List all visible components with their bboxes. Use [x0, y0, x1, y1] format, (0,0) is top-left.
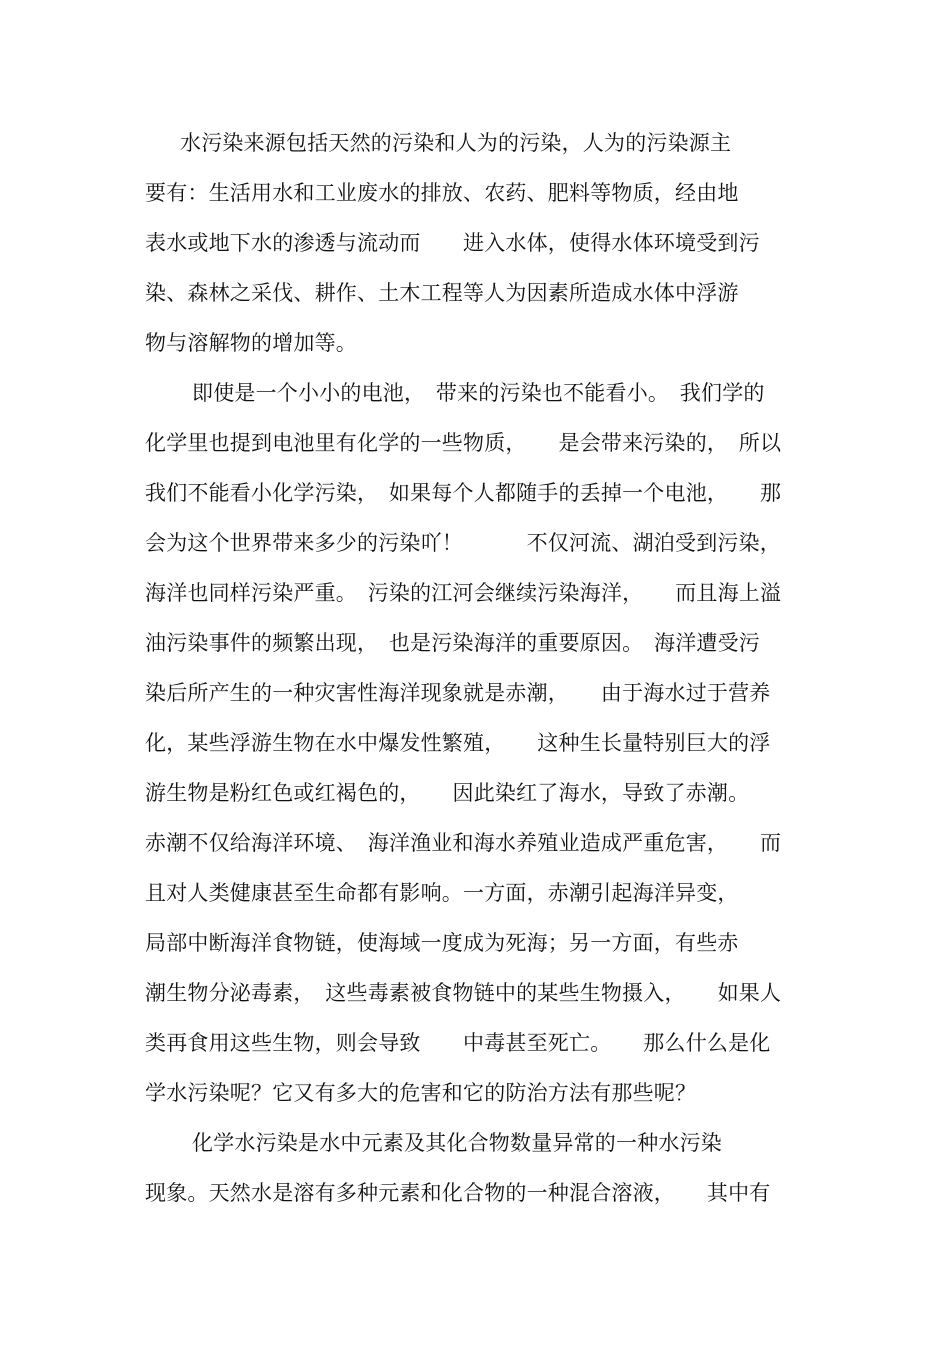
text-line: 染后所产生的一种灾害性海洋现象就是赤潮， 由于海水过于营养: [145, 681, 771, 705]
text-line: 学水污染呢？它又有多大的危害和它的防治方法有那些呢？: [145, 1081, 697, 1105]
text-line: 会为这个世界带来多少的污染吖！ 不仅河流、湖泊受到污染，: [145, 531, 781, 555]
text-line: 海洋也同样污染严重。 污染的江河会继续污染海洋， 而且海上溢: [145, 581, 782, 605]
text-line: 化学水污染是水中元素及其化合物数量异常的一种水污染: [192, 1131, 722, 1155]
text-line: 即使是一个小小的电池， 带来的污染也不能看小。 我们学的: [192, 381, 765, 405]
text-line: 类再食用这些生物，则会导致 中毒甚至死亡。 那么什么是化: [145, 1031, 771, 1055]
text-line: 赤潮不仅给海洋环境、 海洋渔业和海水养殖业造成严重危害， 而: [145, 831, 782, 855]
text-line: 现象。天然水是溶有多种元素和化合物的一种混合溶液， 其中有: [145, 1181, 771, 1205]
text-line: 染、森林之采伐、耕作、土木工程等人为因素所造成水体中浮游: [145, 281, 739, 305]
text-line: 化，某些浮游生物在水中爆发性繁殖， 这种生长量特别巨大的浮: [145, 731, 771, 755]
text-line: 物与溶解物的增加等。: [145, 331, 357, 355]
text-line: 油污染事件的频繁出现， 也是污染海洋的重要原因。 海洋遭受污: [145, 631, 760, 655]
text-line: 我们不能看小化学污染， 如果每个人都随手的丢掉一个电池， 那: [145, 481, 782, 505]
text-line: 局部中断海洋食物链，使海域一度成为死海；另一方面，有些赤: [145, 931, 739, 955]
text-line: 表水或地下水的渗透与流动而 进入水体，使得水体环境受到污: [145, 231, 760, 255]
text-line: 潮生物分泌毒素， 这些毒素被食物链中的某些生物摄入， 如果人: [145, 981, 782, 1005]
text-line: 游生物是粉红色或红褐色的， 因此染红了海水，导致了赤潮。: [145, 781, 750, 805]
text-line: 且对人类健康甚至生命都有影响。一方面，赤潮引起海洋异变，: [145, 881, 739, 905]
text-line: 化学里也提到电池里有化学的一些物质， 是会带来污染的， 所以: [145, 431, 782, 455]
text-line: 水污染来源包括天然的污染和人为的污染，人为的污染源主: [180, 131, 732, 155]
text-line: 要有：生活用水和工业废水的排放、农药、肥料等物质，经由地: [145, 181, 739, 205]
